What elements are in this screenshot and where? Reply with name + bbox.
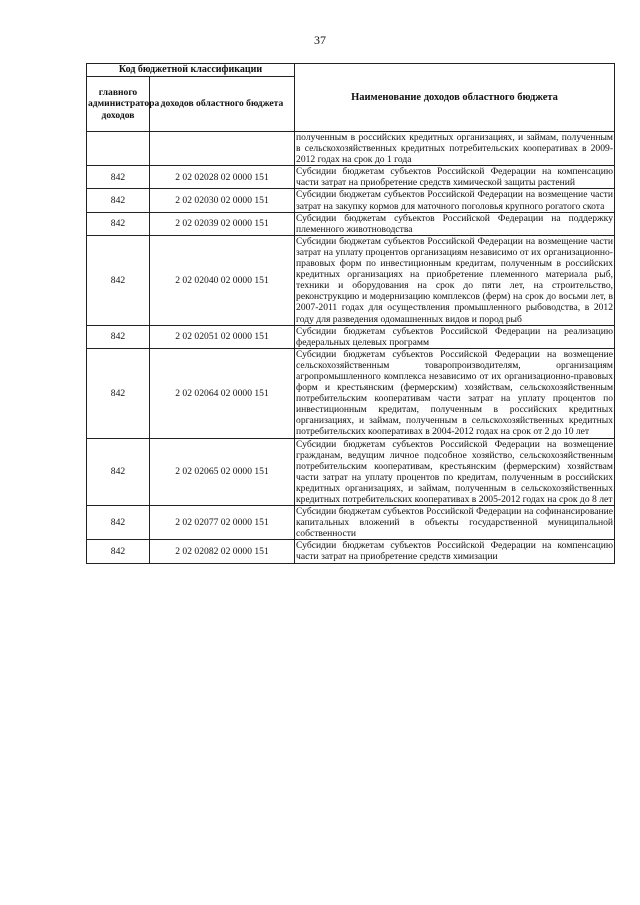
income-code-cell: 2 02 02028 02 0000 151 [150,166,295,189]
admin-code-cell: 842 [87,438,150,506]
income-name-cell: Субсидии бюджетам субъектов Российской Федерации на возмещение гражданам, ведущим личное подсобное хозяйство, сельскохозяйственным потребительским кооперативам, крестьянским (фермерским) хозяйствам части затрат на уплату процентов по кредитам, полученным в российских кредитных организациях, и займам, полученным в сельскохозяйственных кредитных потребительских кооперативах в 2005-2012 годах на срок до 8 лет [296,438,614,505]
admin-code-cell: 842 [87,348,150,438]
income-name-cell: Субсидии бюджетам субъектов Российской Федерации на компенсацию части затрат на приобретение средств химической защиты растений [296,166,614,189]
header-income-name: Наименование доходов областного бюджета [295,64,615,132]
income-code-cell: 2 02 02040 02 0000 151 [150,235,295,325]
table-row [87,438,615,506]
budget-classification-table [86,63,615,564]
admin-code-cell: 842 [87,325,150,348]
admin-code-cell [87,132,150,166]
income-code-cell: 2 02 02082 02 0000 151 [150,540,295,563]
table-row [87,189,615,212]
income-name-cell: Субсидии бюджетам субъектов Российской Федерации на софинансирование капитальных вложений в объекты государственной муниципальной собственности [296,506,614,540]
admin-code-cell: 842 [87,540,150,563]
table-row [87,166,615,189]
table-row [87,348,615,438]
admin-code-cell: 842 [87,212,150,235]
income-name-cell: Субсидии бюджетам субъектов Российской Федерации на поддержку племенного животноводства [296,212,614,235]
income-code-cell: 2 02 02039 02 0000 151 [150,212,295,235]
table-row [87,325,615,348]
table-row [87,212,615,235]
table-row [87,132,615,166]
table-row [87,540,615,563]
income-code-cell: 2 02 02051 02 0000 151 [150,325,295,348]
header-budget-code-group: Код бюджетной классификации [87,64,295,77]
income-name-cell: Субсидии бюджетам субъектов Российской Федерации на возмещение части затрат на уплату процентов организациям независимо от их организационно-правовых форм по инвестиционным кредитам, полученным в российских кредитных организациях на приобретение племенного материала рыб, техники и оборудования на срок до пяти лет, на строительство, реконструкцию и модернизацию комплексов (ферм) на срок до восьми лет, в 2007-2011 годах для осуществления промышленного рыбоводства, в 2012 году для разведения одомашненных видов и пород рыб [296,235,614,325]
table-row [87,235,615,325]
admin-code-cell: 842 [87,235,150,325]
income-name-cell: полученным в российских кредитных организациях, и займам, полученным в сельскохозяйственных кредитных потребительских кооперативах в 2009-2012 годах на срок до 1 года [296,132,614,166]
admin-code-cell: 842 [87,506,150,540]
income-code-cell: 2 02 02065 02 0000 151 [150,438,295,506]
income-code-cell [150,132,295,166]
admin-code-cell: 842 [87,166,150,189]
income-name-cell: Субсидии бюджетам субъектов Российской Федерации на возмещение сельскохозяйственным товаропроизводителям, организациям агропромышленного комплекса независимо от их организационно-правовых форм и крестьянским (фермерским) хозяйствам, сельскохозяйственным потребительским кооперативам части затрат на уплату процентов по инвестиционным кредитам, полученным в российских кредитных организациях, и займам, полученным в сельскохозяйственных кредитных потребительских кооперативах в 2004-2012 годах на срок от 2 до 10 лет [296,348,614,438]
header-regional-income: доходов областного бюджета [150,77,295,132]
admin-code-cell: 842 [87,189,150,212]
table-row [87,506,615,540]
page-number: 37 [314,33,326,47]
income-code-cell: 2 02 02030 02 0000 151 [150,189,295,212]
table-body [87,132,615,564]
income-name-cell: Субсидии бюджетам субъектов Российской Федерации на возмещение части затрат на закупку кормов для маточного поголовья крупного рогатого скота [296,189,614,212]
income-code-cell: 2 02 02064 02 0000 151 [150,348,295,438]
header-main-administrator: главного администратора доходов [87,77,150,132]
income-name-cell: Субсидии бюджетам субъектов Российской Федерации на компенсацию части затрат на приобретение средств химизации [296,540,614,563]
income-name-cell: Субсидии бюджетам субъектов Российской Федерации на реализацию федеральных целевых программ [296,325,614,348]
income-code-cell: 2 02 02077 02 0000 151 [150,506,295,540]
